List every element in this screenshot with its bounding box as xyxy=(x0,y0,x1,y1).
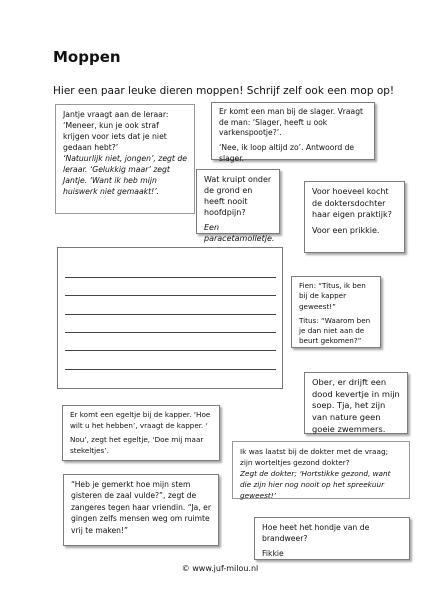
joke-box-hoofdpijn xyxy=(196,169,280,243)
joke-text: Een paracetamolletje. xyxy=(204,223,275,243)
write-joke-box[interactable] xyxy=(57,247,283,389)
writing-line xyxy=(65,332,276,333)
joke-text: Jantje vraagt aan de leraar: ‘Meneer, kun je ook straf krijgen voor iets dat je niet gedaan hebt?’ xyxy=(63,110,169,152)
writing-line xyxy=(65,277,276,278)
joke-box-titus xyxy=(291,276,381,348)
writing-line xyxy=(65,369,276,370)
joke-text: Zegt de dokter; ‘Hortstikke gezond, want die zijn hier nog nooit op het spreekuur geweest!’ xyxy=(240,469,391,500)
writing-line xyxy=(65,295,276,296)
writing-line xyxy=(65,314,276,315)
joke-text: Ik was laatst bij de dokter met de vraag; zijn worteltjes gezond dokter? xyxy=(240,447,389,467)
page-title: Moppen xyxy=(53,48,121,66)
page-subtitle: Hier een paar leuke dieren moppen! Schrijf zelf ook een mop op! xyxy=(53,85,395,97)
joke-text: Er komt een egeltje bij de kapper. ‘Hoe wilt u het hebben’, vraagt de kapper. ‘ xyxy=(70,410,211,430)
joke-text: Fien: “Titus, ik ben bij de kapper geweest!” xyxy=(299,281,366,311)
joke-text: Hoe heet het hondje van de brandweer? xyxy=(262,523,370,543)
joke-text: Voor een prikkie. xyxy=(312,225,380,235)
joke-box-ober xyxy=(304,372,408,434)
joke-text: Nou’, zegt het egeltje, ‘Doe mij maar stekeltjes’. xyxy=(70,435,204,455)
joke-box-brandweer xyxy=(254,517,410,560)
joke-box-jantje xyxy=(55,104,195,214)
joke-text: “Heb je gemerkt hoe mijn stem gisteren de zaal vulde?”, zegt de zangeres tegen haar vriendin. “Ja, er gingen zelfs mensen weg om ruimte vrij te maken!” xyxy=(71,480,211,535)
joke-text: ‘Natuurlijk niet, jongen’, zegt de leraar. ‘Gelukkig maar’ zegt Jantje. ‘Want ik heb mijn huiswerk niet gemaakt!’. xyxy=(63,154,188,196)
writing-line xyxy=(65,350,276,351)
joke-box-dokter xyxy=(232,441,410,499)
joke-text: Er komt een man bij de slager. Vraagt de man: ‘Slager, heeft u ook varkenspootje?’. xyxy=(219,107,363,138)
joke-box-zangeres xyxy=(63,474,219,546)
joke-text: Wat kruipt onder de grond en heeft nooit hoofdpijn? xyxy=(204,175,272,217)
joke-box-slager xyxy=(211,102,375,163)
joke-box-egeltje xyxy=(62,405,220,461)
joke-text: Titus: “Waarom ben je dan niet aan de beurt gekomen?” xyxy=(299,315,371,346)
joke-text: Ober, er drijft een dood kevertje in mijn soep. Tja, het zijn van nature geen goeie zwemmers. xyxy=(312,377,400,434)
joke-text: Fikkie xyxy=(262,549,284,558)
footer-copyright: © www.juf-milou.nl xyxy=(181,564,259,573)
joke-text: Voor hoeveel kocht de doktersdochter haar eigen praktijk? xyxy=(312,187,392,219)
joke-box-doktersdochter xyxy=(304,181,405,253)
joke-text: ‘Nee, ik loop altijd zo’. Antwoord de slager. xyxy=(219,143,355,163)
